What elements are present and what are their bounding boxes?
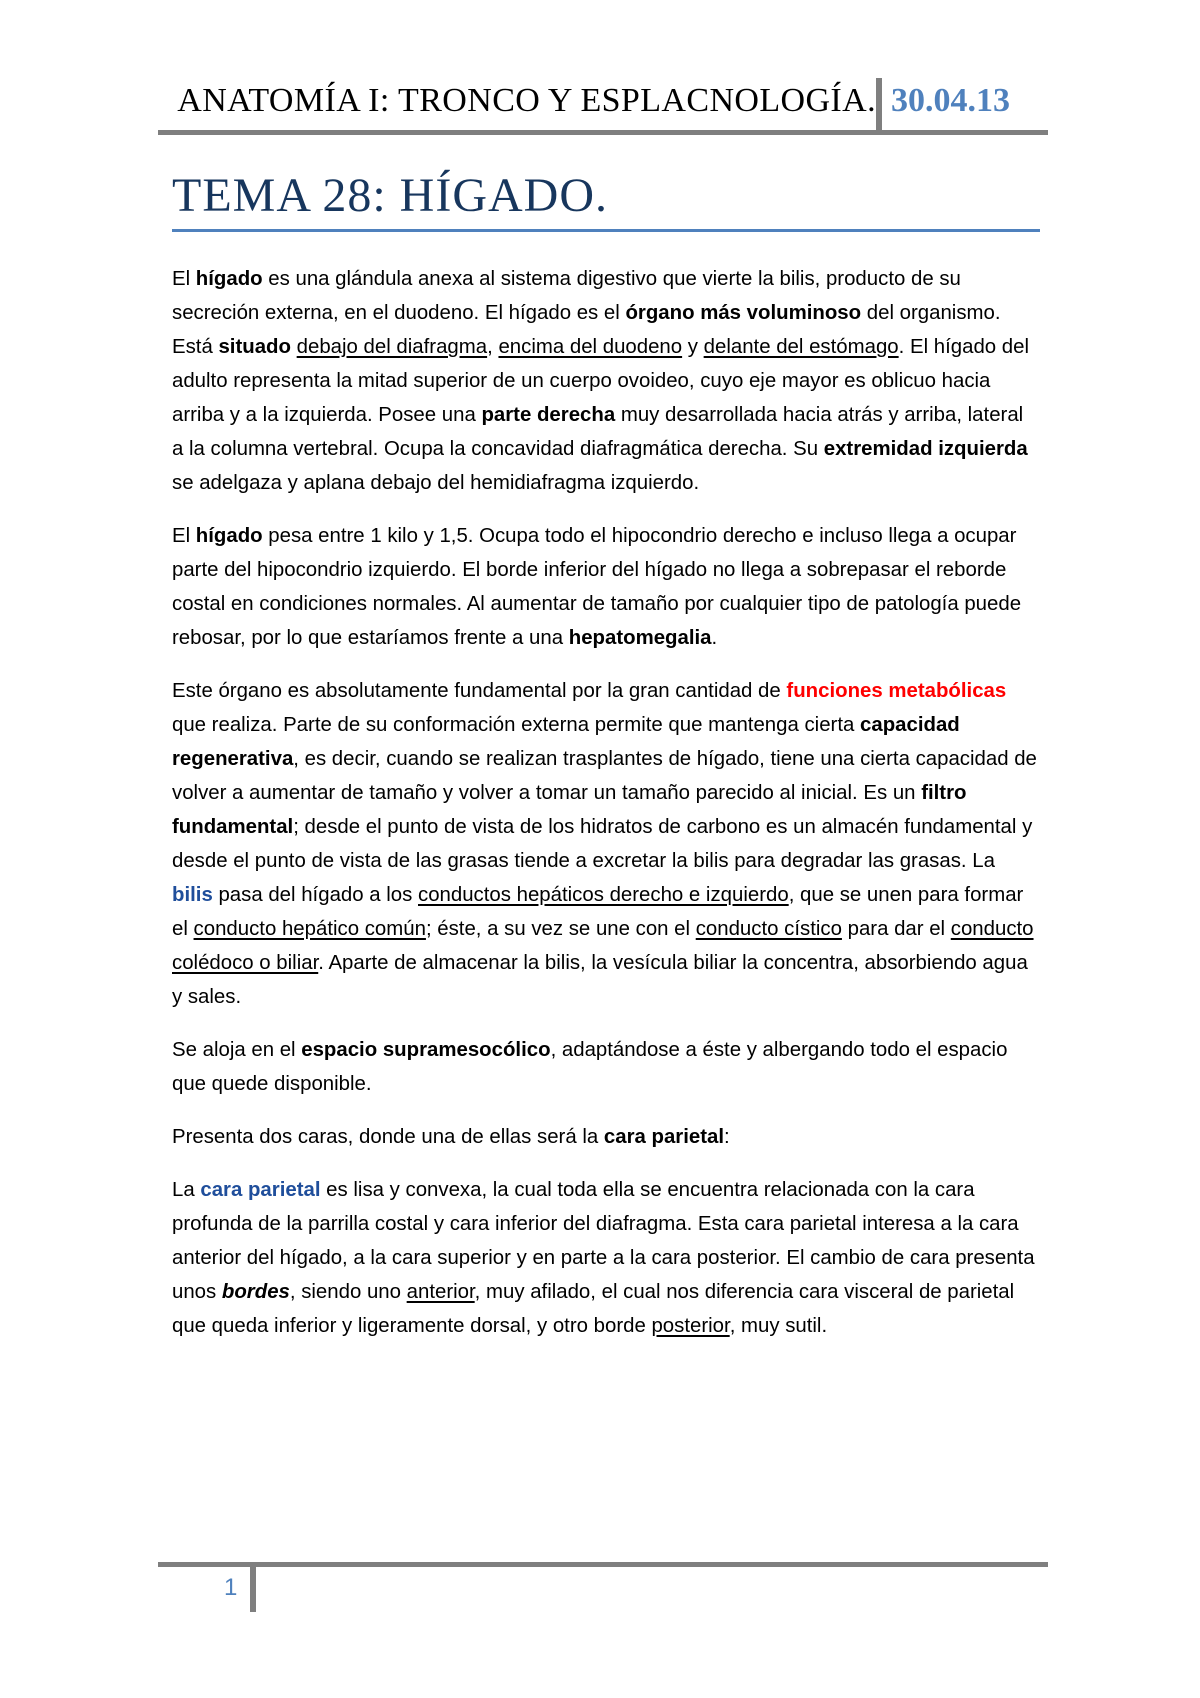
- text-run: La: [172, 1179, 201, 1201]
- document-body: [172, 262, 1040, 1362]
- text-run: ; éste, a su vez se une con el: [425, 918, 696, 940]
- header-title: ANATOMÍA I: TRONCO Y ESPLACNOLOGÍA.: [177, 82, 876, 119]
- text-run: conducto colédoco o biliar: [172, 918, 1034, 974]
- text-run: Presenta dos caras, donde una de ellas será la: [172, 1126, 604, 1148]
- text-run: ,: [487, 336, 499, 358]
- text-run: extremidad izquierda: [823, 438, 1028, 460]
- text-run: , es decir, cuando se realizan trasplantes de hígado, tiene una cierta capacidad de volver a aumentar de tamaño y volver a tomar un tamaño parecido al inicial. Es un: [172, 748, 1037, 804]
- text-run: muy desarrollada hacia atrás y arriba, lateral a la columna vertebral. Ocupa la concavidad diafragmática derecha. Su: [172, 404, 1024, 460]
- text-run: que realiza. Parte de su conformación externa permite que mantenga cierta: [172, 714, 861, 736]
- footer-divider: [250, 1562, 256, 1612]
- body-paragraph: [172, 1173, 1040, 1343]
- text-run: parte derecha: [481, 404, 616, 426]
- text-run: El: [172, 525, 196, 547]
- text-run: funciones metabólicas: [786, 680, 1007, 702]
- text-run: . Aparte de almacenar la bilis, la vesícula biliar la concentra, absorbiendo agua y sales.: [172, 952, 1028, 1008]
- text-run: conducto hepático común: [193, 918, 426, 940]
- text-run: delante del estómago: [703, 336, 899, 358]
- text-run: Este órgano es absolutamente fundamental por la gran cantidad de: [172, 680, 787, 702]
- text-run: es lisa y convexa, la cual toda ella se encuentra relacionada con la cara profunda de la parrilla costal y cara inferior del diafragma. Esta cara parietal interesa a la cara anterior del hígado, a la cara superior y en parte a la cara posterior. El cambio de cara presenta unos: [172, 1179, 1035, 1303]
- text-run: , que se unen para formar el: [172, 884, 1024, 940]
- body-paragraph: [172, 1033, 1040, 1101]
- text-run: situado: [218, 336, 291, 358]
- text-run: cara parietal: [603, 1126, 725, 1148]
- text-run: bordes: [221, 1281, 290, 1303]
- page-title: TEMA 28: HÍGADO.: [172, 169, 608, 222]
- text-run: pasa del hígado a los: [212, 884, 418, 906]
- text-run: cara parietal: [200, 1179, 321, 1201]
- text-run: El: [172, 268, 196, 290]
- title-rule: [172, 229, 1040, 232]
- text-run: y: [682, 336, 704, 358]
- text-run: conductos hepáticos derecho e izquierdo: [418, 884, 789, 906]
- text-run: debajo del diafragma: [296, 336, 488, 358]
- text-run: órgano más voluminoso: [625, 302, 862, 324]
- header-date: 30.04.13: [891, 82, 1010, 119]
- text-run: Se aloja en el: [172, 1039, 302, 1061]
- text-run: .: [711, 627, 718, 649]
- text-run: hepatomegalia: [568, 627, 712, 649]
- text-run: es una glándula anexa al sistema digestivo que vierte la bilis, producto de su secreción externa, en el duodeno. El hígado es el: [172, 268, 961, 324]
- text-run: anterior: [406, 1281, 475, 1303]
- text-run: . El hígado del adulto representa la mitad superior de un cuerpo ovoideo, cuyo eje mayor es oblicuo hacia arriba y a la izquierda. Posee una: [172, 336, 1030, 426]
- text-run: , adaptándose a éste y albergando todo el espacio que quede disponible.: [172, 1039, 1008, 1095]
- text-run: conducto cístico: [695, 918, 842, 940]
- page-number: 1: [224, 1574, 238, 1601]
- body-paragraph: [172, 674, 1040, 1014]
- text-run: , muy afilado, el cual nos diferencia cara visceral de parietal que queda inferior y ligeramente dorsal, y otro borde: [172, 1281, 1015, 1337]
- text-run: bilis: [172, 884, 213, 906]
- text-run: ; desde el punto de vista de los hidratos de carbono es un almacén fundamental y desde el punto de vista de las grasas tiende a excretar la bilis para degradar las grasas. La: [172, 816, 1033, 872]
- text-run: para dar el: [841, 918, 951, 940]
- footer-rule: [158, 1562, 1048, 1567]
- text-run: se adelgaza y aplana debajo del hemidiafragma izquierdo.: [172, 472, 700, 494]
- text-run: del organismo. Está: [172, 302, 1001, 358]
- text-run: filtro fundamental: [172, 782, 967, 838]
- body-paragraph: [172, 519, 1040, 655]
- text-run: posterior: [651, 1315, 730, 1337]
- text-run: hígado: [195, 268, 263, 290]
- text-run: , muy sutil.: [729, 1315, 828, 1337]
- text-run: pesa entre 1 kilo y 1,5. Ocupa todo el hipocondrio derecho e incluso llega a ocupar parte del hipocondrio izquierdo. El borde inferior del hígado no llega a sobrepasar el reborde costal en condiciones normales. Al aumentar de tamaño por cualquier tipo de patología puede rebosar, por lo que estaríamos frente a una: [172, 525, 1022, 649]
- text-run: :: [724, 1126, 730, 1148]
- text-run: encima del duodeno: [498, 336, 683, 358]
- body-paragraph: [172, 1120, 1040, 1154]
- text-run: hígado: [195, 525, 263, 547]
- body-paragraph: [172, 262, 1040, 500]
- text-run: , siendo uno: [289, 1281, 407, 1303]
- header-rule: [158, 130, 1048, 135]
- text-run: espacio supramesocólico: [301, 1039, 551, 1061]
- header-divider: [876, 78, 882, 134]
- page-header: [158, 78, 1048, 134]
- text-run: capacidad regenerativa: [172, 714, 960, 770]
